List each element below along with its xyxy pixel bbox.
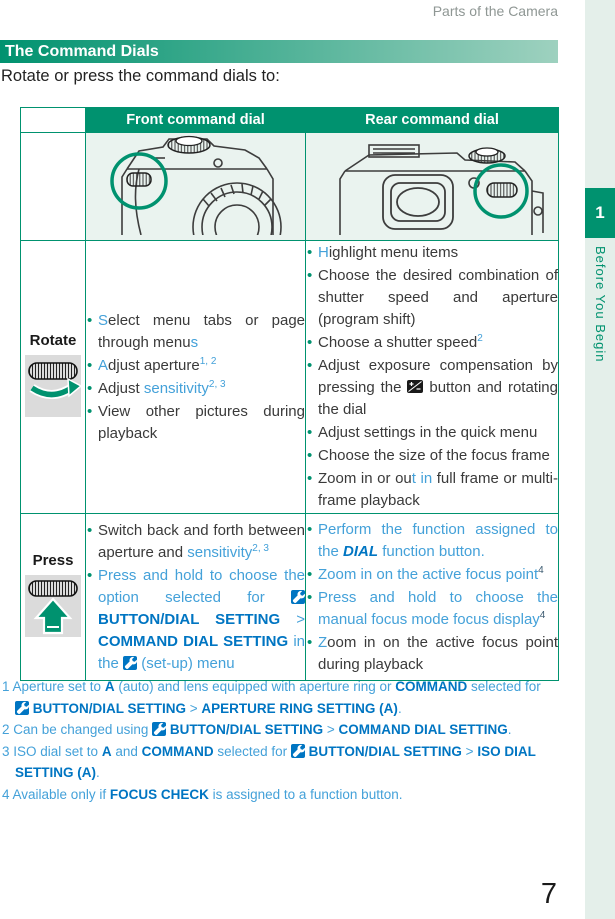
rotate-label: Rotate (29, 332, 77, 349)
dial-rotate-icon (25, 355, 81, 417)
chapter-number-tab (585, 188, 615, 238)
footnote: 4 Available only if FOCUS CHECK is assigned to a function button. (2, 786, 403, 802)
bullet-item: • Perform the function assigned to the DIAL function button. (306, 519, 558, 563)
image-spacer-cell (21, 133, 86, 241)
rear-camera-cell (306, 133, 559, 241)
bullet-item: • Press and hold to choose the option selected for BUTTON/DIAL SETTING > COMMAND DIAL SETTING in the (set-up) menu (86, 565, 305, 675)
footnote: 3 ISO dial set to A and COMMAND selected for BUTTON/DIAL SETTING > ISO DIAL SETTING (A). (2, 743, 536, 780)
rotate-front-cell (86, 241, 306, 514)
rear-camera-illustration (307, 133, 558, 235)
setup-menu-icon (291, 744, 305, 758)
bullet-item: • Zoom in or out in full frame or multi-frame playback (306, 468, 558, 512)
bullet-item: • View other pictures during playback (86, 401, 305, 445)
command-dials-table (20, 107, 559, 681)
header-spacer-cell (21, 108, 86, 133)
footnotes (2, 676, 558, 805)
setup-menu-icon (123, 656, 137, 670)
press-label: Press (32, 552, 74, 569)
page-number: 7 (540, 878, 557, 910)
press-rear-cell (306, 514, 559, 681)
setup-menu-icon (152, 722, 166, 736)
bullet-item: • Choose a shutter speed$^2$ (306, 332, 558, 354)
press-rear-list (306, 519, 558, 676)
exposure-compensation-icon (407, 380, 423, 393)
chapter-sidebar (585, 0, 615, 919)
bullet-item: • Adjust exposure compensation by pressing the button and rotating the dial (306, 355, 558, 421)
front-camera-illustration (87, 133, 305, 235)
running-header: Parts of the Camera (432, 3, 558, 19)
chapter-title-vertical: Before You Begin (593, 246, 608, 363)
press-front-list (86, 520, 305, 675)
rotate-rear-cell (306, 241, 559, 514)
bullet-item: • Zoom in on the active focus point$^4$ (306, 564, 558, 586)
press-label-cell (21, 514, 86, 681)
rotate-front-list (86, 310, 305, 445)
intro-text: Rotate or press the command dials to: (1, 67, 280, 85)
bullet-item: • Press and hold to choose the manual focus mode focus display$^4$ (306, 587, 558, 631)
setup-menu-icon (15, 701, 29, 715)
section-title: The Command Dials (0, 40, 558, 63)
footnote: 1 Aperture set to A (auto) and lens equipped with aperture ring or COMMAND selected for BUTTON/DIAL SETTING > APERTURE RING SETTING (A). (2, 679, 541, 716)
rotate-label-cell (21, 241, 86, 514)
bullet-item: • Adjust settings in the quick menu (306, 422, 558, 444)
bullet-item: • Adjust aperture$^{1, 2}$ (86, 355, 305, 377)
bullet-item: • Switch back and forth between aperture and sensitivity$^{2, 3}$ (86, 520, 305, 564)
bullet-item: • Choose the size of the focus frame (306, 445, 558, 467)
bullet-item: • Choose the desired combination of shutter speed and aperture (program shift) (306, 265, 558, 331)
bullet-item: • Highlight menu items (306, 242, 558, 264)
footnote: 2 Can be changed using BUTTON/DIAL SETTING > COMMAND DIAL SETTING. (2, 722, 512, 737)
chapter-number: 1 (595, 203, 605, 222)
dial-press-icon (25, 575, 81, 637)
column-header-rear: Rear command dial (306, 108, 559, 133)
bullet-item: • Select menu tabs or page through menus (86, 310, 305, 354)
setup-menu-icon (291, 590, 305, 604)
press-front-cell (86, 514, 306, 681)
bullet-item: • Adjust sensitivity$^{2, 3}$ (86, 378, 305, 400)
front-camera-cell (86, 133, 306, 241)
column-header-front: Front command dial (86, 108, 306, 133)
rotate-rear-list (306, 242, 558, 512)
bullet-item: • Zoom in on the active focus point during playback (306, 632, 558, 676)
